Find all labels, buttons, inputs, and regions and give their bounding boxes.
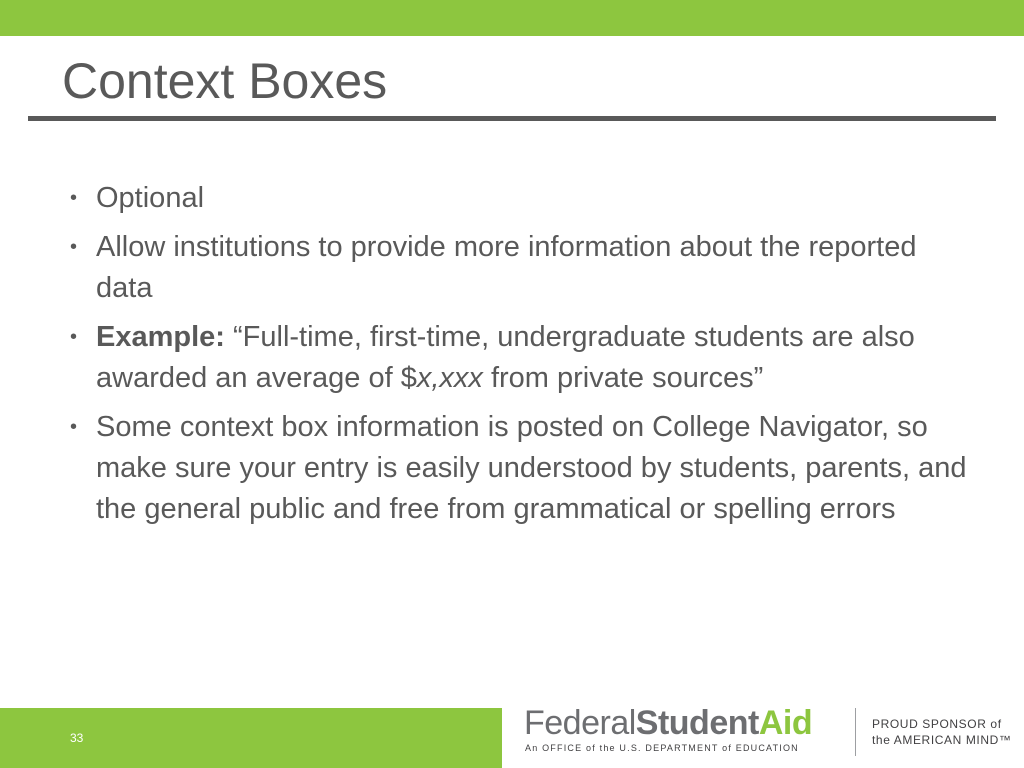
example-quote-start: “Full-time, first-time, undergraduate students are also awarded an average of $ xyxy=(96,321,915,394)
logo-word-aid: Aid xyxy=(758,704,813,742)
sponsor-line-1: PROUD SPONSOR of xyxy=(872,717,1002,731)
logo-word-federal: Federal xyxy=(524,704,636,742)
footer-divider xyxy=(855,708,856,756)
logo-wordmark xyxy=(524,704,812,743)
top-accent-bar xyxy=(0,0,1024,36)
bullet-item-example xyxy=(70,317,980,399)
bullet-dot-icon: • xyxy=(70,187,78,209)
example-label: Example: xyxy=(96,321,225,353)
page-number: 33 xyxy=(70,731,84,745)
bullet-text: Some context box information is posted on College Navigator, so make sure your entry is easily understood by students, parents, and the general public and free from grammatical or spelling errors xyxy=(96,411,967,525)
example-quote-end: from private sources” xyxy=(482,362,764,394)
bullet-dot-icon: • xyxy=(70,236,78,258)
example-amount-placeholder: x,xxx xyxy=(416,362,483,394)
bullet-dot-icon: • xyxy=(70,416,78,438)
logo-tagline: An OFFICE of the U.S. DEPARTMENT of EDUCATION xyxy=(525,743,799,753)
slide-title: Context Boxes xyxy=(62,53,388,109)
bullet-item xyxy=(70,178,980,219)
bullet-text: Optional xyxy=(96,182,205,214)
bullet-item xyxy=(70,227,980,309)
bullet-text: Allow institutions to provide more information about the reported data xyxy=(96,231,917,304)
title-underline xyxy=(28,116,996,121)
sponsor-line-2: the AMERICAN MIND™ xyxy=(872,733,1012,747)
bullet-list xyxy=(70,178,980,538)
bullet-item xyxy=(70,407,980,530)
logo-word-student: Student xyxy=(635,704,759,742)
bullet-dot-icon: • xyxy=(70,326,78,348)
sponsor-tagline xyxy=(872,716,1012,748)
federal-student-aid-logo xyxy=(524,704,840,760)
